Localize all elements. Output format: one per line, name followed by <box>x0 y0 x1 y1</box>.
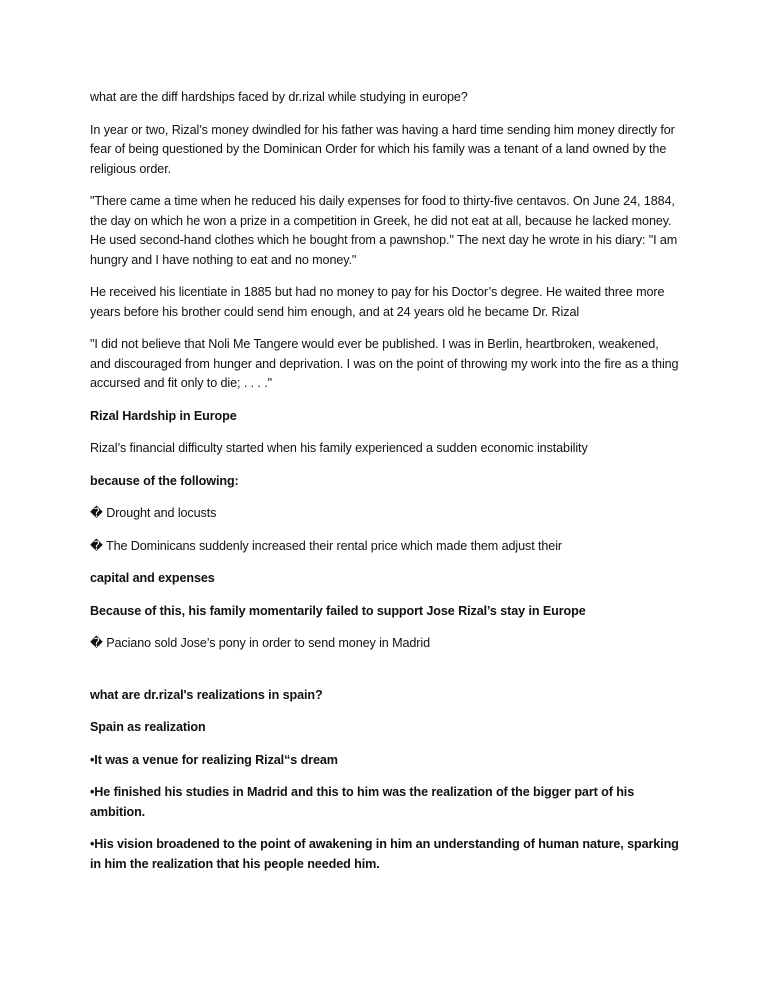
document-body <box>90 88 680 887</box>
heading-rizal-hardship: Rizal Hardship in Europe <box>90 408 237 423</box>
paragraph-noli-quote: "I did not believe that Noli Me Tangere would ever be published. I was in Berlin, heartbroken, weakened, and discouraged from hunger and deprivation. I was on the point of throwing my work into the fire as a thing accursed and fit only to die; . . . ." <box>90 337 679 390</box>
bullet-dominicans: � The Dominicans suddenly increased their rental price which made them adjust their <box>90 538 562 553</box>
paragraph-daily-expenses: "There came a time when he reduced his daily expenses for food to thirty-five centavos. On June 24, 1884, the day on which he won a prize in a competition in Greek, he did not eat at all, because he lacked money. He used second-hand clothes which he bought from a pawnshop." The next day he wrote in his diary: "I am hungry and I have nothing to eat and no money." <box>90 194 678 267</box>
bullet-drought: � Drought and locusts <box>90 506 217 520</box>
paragraph-capital-expenses: capital and expenses <box>90 571 215 585</box>
point-finished-studies: •He finished his studies in Madrid and this to him was the realization of the bigger part of his ambition. <box>90 785 635 819</box>
paragraph-financial-difficulty: Rizal’s financial difficulty started when his family experienced a sudden economic instability <box>90 441 588 455</box>
paragraph-licentiate: He received his licentiate in 1885 but had no money to pay for his Doctor’s degree. He waited three more years before his brother could send him enough, and at 24 years old he became Dr. Rizal <box>90 285 665 319</box>
paragraph-failed-support: Because of this, his family momentarily failed to support Jose Rizal’s stay in Europe <box>90 603 586 618</box>
point-venue-dream: •It was a venue for realizing Rizal“s dream <box>90 752 338 767</box>
question-realizations: what are dr.rizal's realizations in spain? <box>90 687 323 702</box>
heading-spain-realization: Spain as realization <box>90 720 206 734</box>
spacer <box>90 667 680 686</box>
bullet-paciano: � Paciano sold Jose’s pony in order to send money in Madrid <box>90 636 431 650</box>
paragraph-money-dwindled: In year or two, Rizal’s money dwindled for his father was having a hard time sending him money directly for fear of being questioned by the Dominican Order for which his family was a tenant of a land owned by the religious order. <box>90 122 675 176</box>
point-vision-broadened: •His vision broadened to the point of awakening in him an understanding of human nature, sparking in him the realization that his people needed him. <box>90 837 679 871</box>
paragraph-because-following: because of the following: <box>90 473 239 488</box>
question-hardships: what are the diff hardships faced by dr.rizal while studying in europe? <box>90 90 468 104</box>
